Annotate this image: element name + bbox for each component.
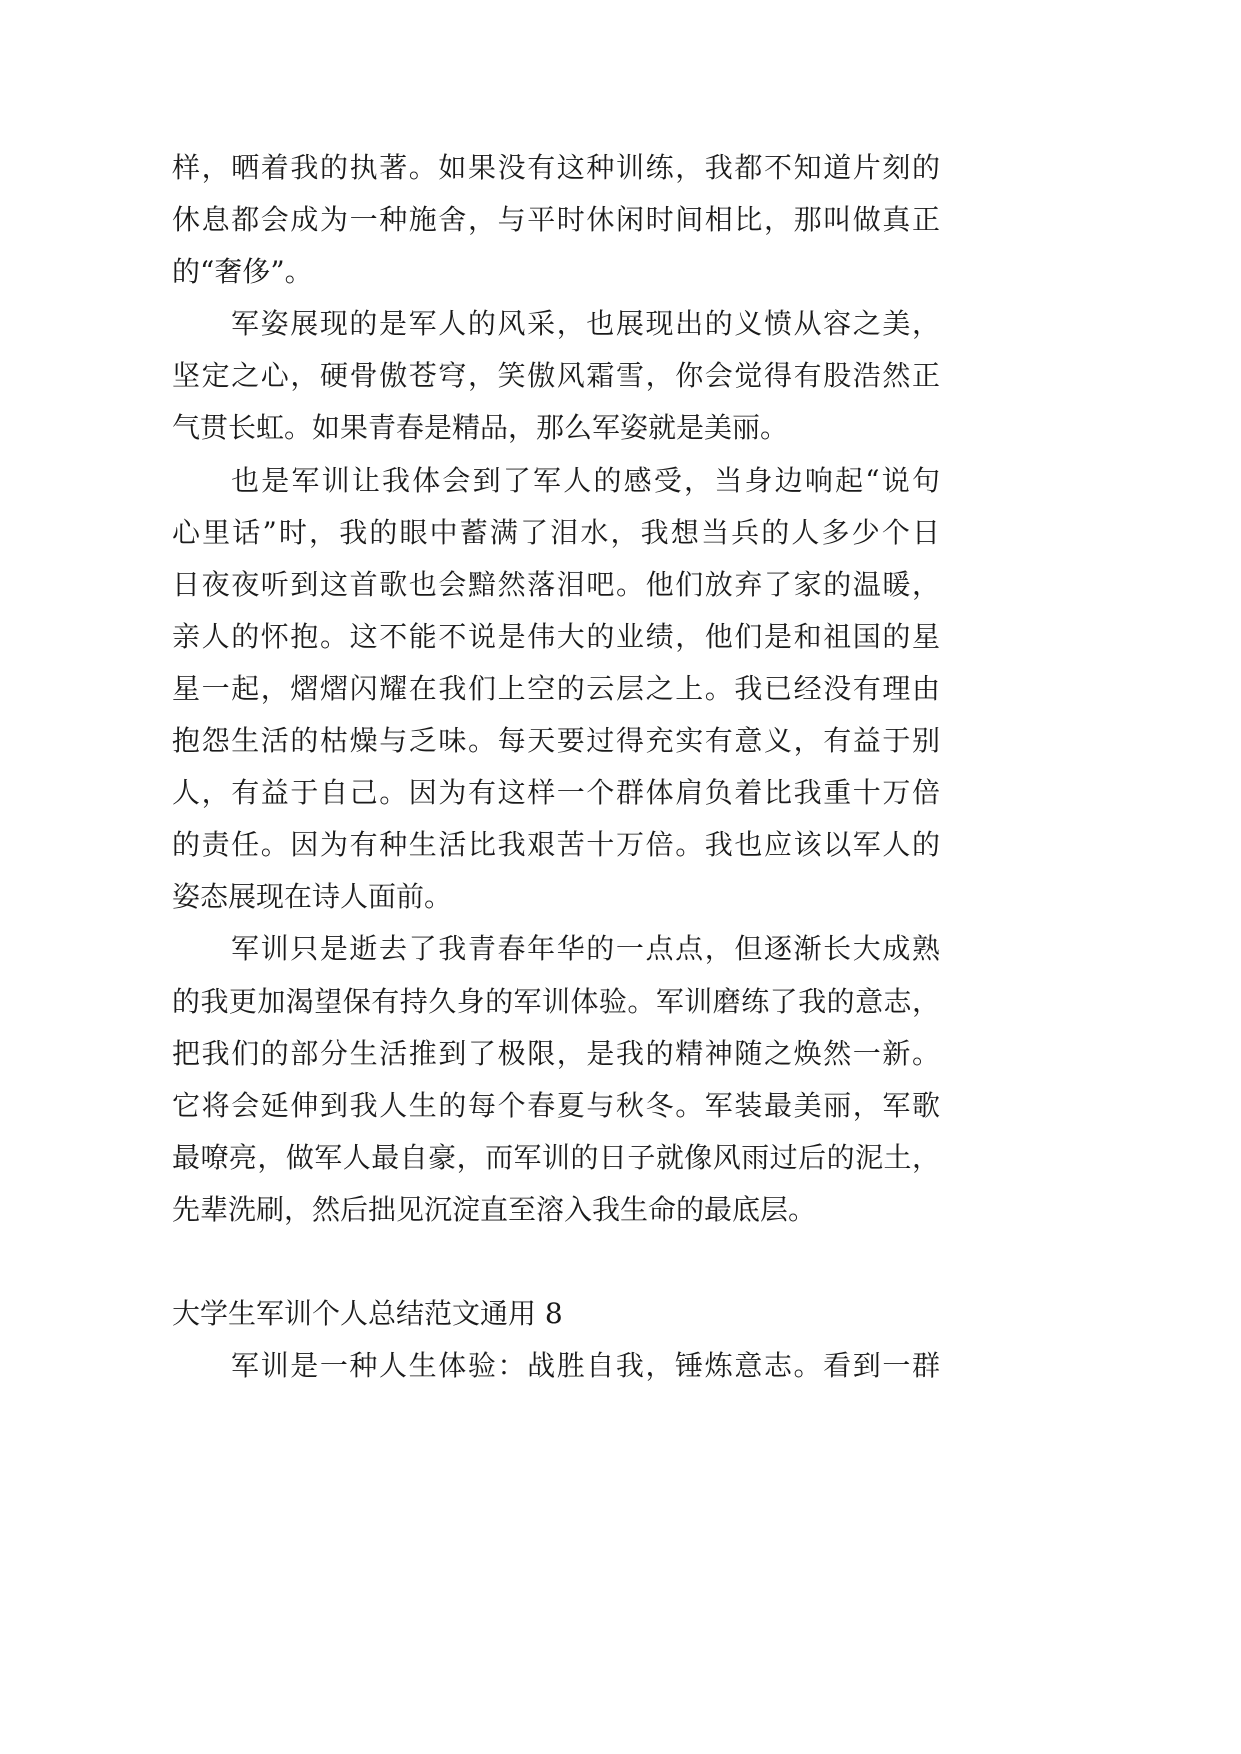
document-body [172, 142, 940, 1392]
text-line: 军训是一种人生体验：战胜自我，锤炼意志。看到一群 [231, 1349, 940, 1383]
text-line: 抱怨生活的枯燥与乏味。每天要过得充实有意义，有益于别 [172, 724, 940, 758]
text-line: 亲人的怀抱。这不能不说是伟大的业绩，他们是和祖国的星 [172, 619, 940, 653]
text-line: 最嘹亮，做军人最自豪，而军训的日子就像风雨过后的泥土， [172, 1140, 940, 1174]
text-line: 坚定之心，硬骨傲苍穹，笑傲风霜雪，你会觉得有股浩然正 [172, 359, 940, 393]
paragraph [172, 298, 940, 454]
text-line: 样，晒着我的执著。如果没有这种训练，我都不知道片刻的 [172, 151, 940, 184]
paragraph [172, 923, 940, 1236]
paragraph [172, 1340, 940, 1392]
text-line: 它将会延伸到我人生的每个春夏与秋冬。军装最美丽，军歌 [172, 1088, 940, 1122]
paragraph [172, 142, 940, 298]
text-line: 星一起，熠熠闪耀在我们上空的云层之上。我已经没有理由 [172, 671, 940, 705]
text-line: 的我更加渴望保有持久身的军训体验。军训磨练了我的意志， [172, 984, 940, 1018]
text-line: 休息都会成为一种施舍，与平时休闲时间相比，那叫做真正 [172, 203, 940, 237]
text-line: 的“奢侈”。 [172, 255, 313, 289]
text-line: 气贯长虹。如果青春是精品，那么军姿就是美丽。 [172, 411, 789, 445]
paragraph-spacer [172, 1236, 940, 1288]
text-line: 也是军训让我体会到了军人的感受，当身边响起“说句 [231, 463, 940, 497]
text-line: 日夜夜听到这首歌也会黯然落泪吧。他们放弃了家的温暖， [172, 567, 940, 601]
text-line: 把我们的部分生活推到了极限，是我的精神随之焕然一新。 [172, 1036, 940, 1070]
text-line: 心里话”时，我的眼中蓄满了泪水，我想当兵的人多少个日 [172, 515, 940, 549]
section-heading: 大学生军训个人总结范文通用 8 [172, 1297, 563, 1331]
text-line: 军训只是逝去了我青春年华的一点点，但逐渐长大成熟 [231, 932, 940, 966]
text-line: 的责任。因为有种生活比我艰苦十万倍。我也应该以军人的 [172, 828, 940, 862]
text-line: 姿态展现在诗人面前。 [172, 880, 453, 914]
text-line: 人，有益于自己。因为有这样一个群体肩负着比我重十万倍 [172, 776, 940, 810]
text-line: 先辈洗刷，然后拙见沉淀直至溶入我生命的最底层。 [172, 1192, 817, 1226]
paragraph [172, 455, 940, 924]
text-line: 军姿展现的是军人的风采，也展现出的义愤从容之美， [231, 307, 940, 341]
